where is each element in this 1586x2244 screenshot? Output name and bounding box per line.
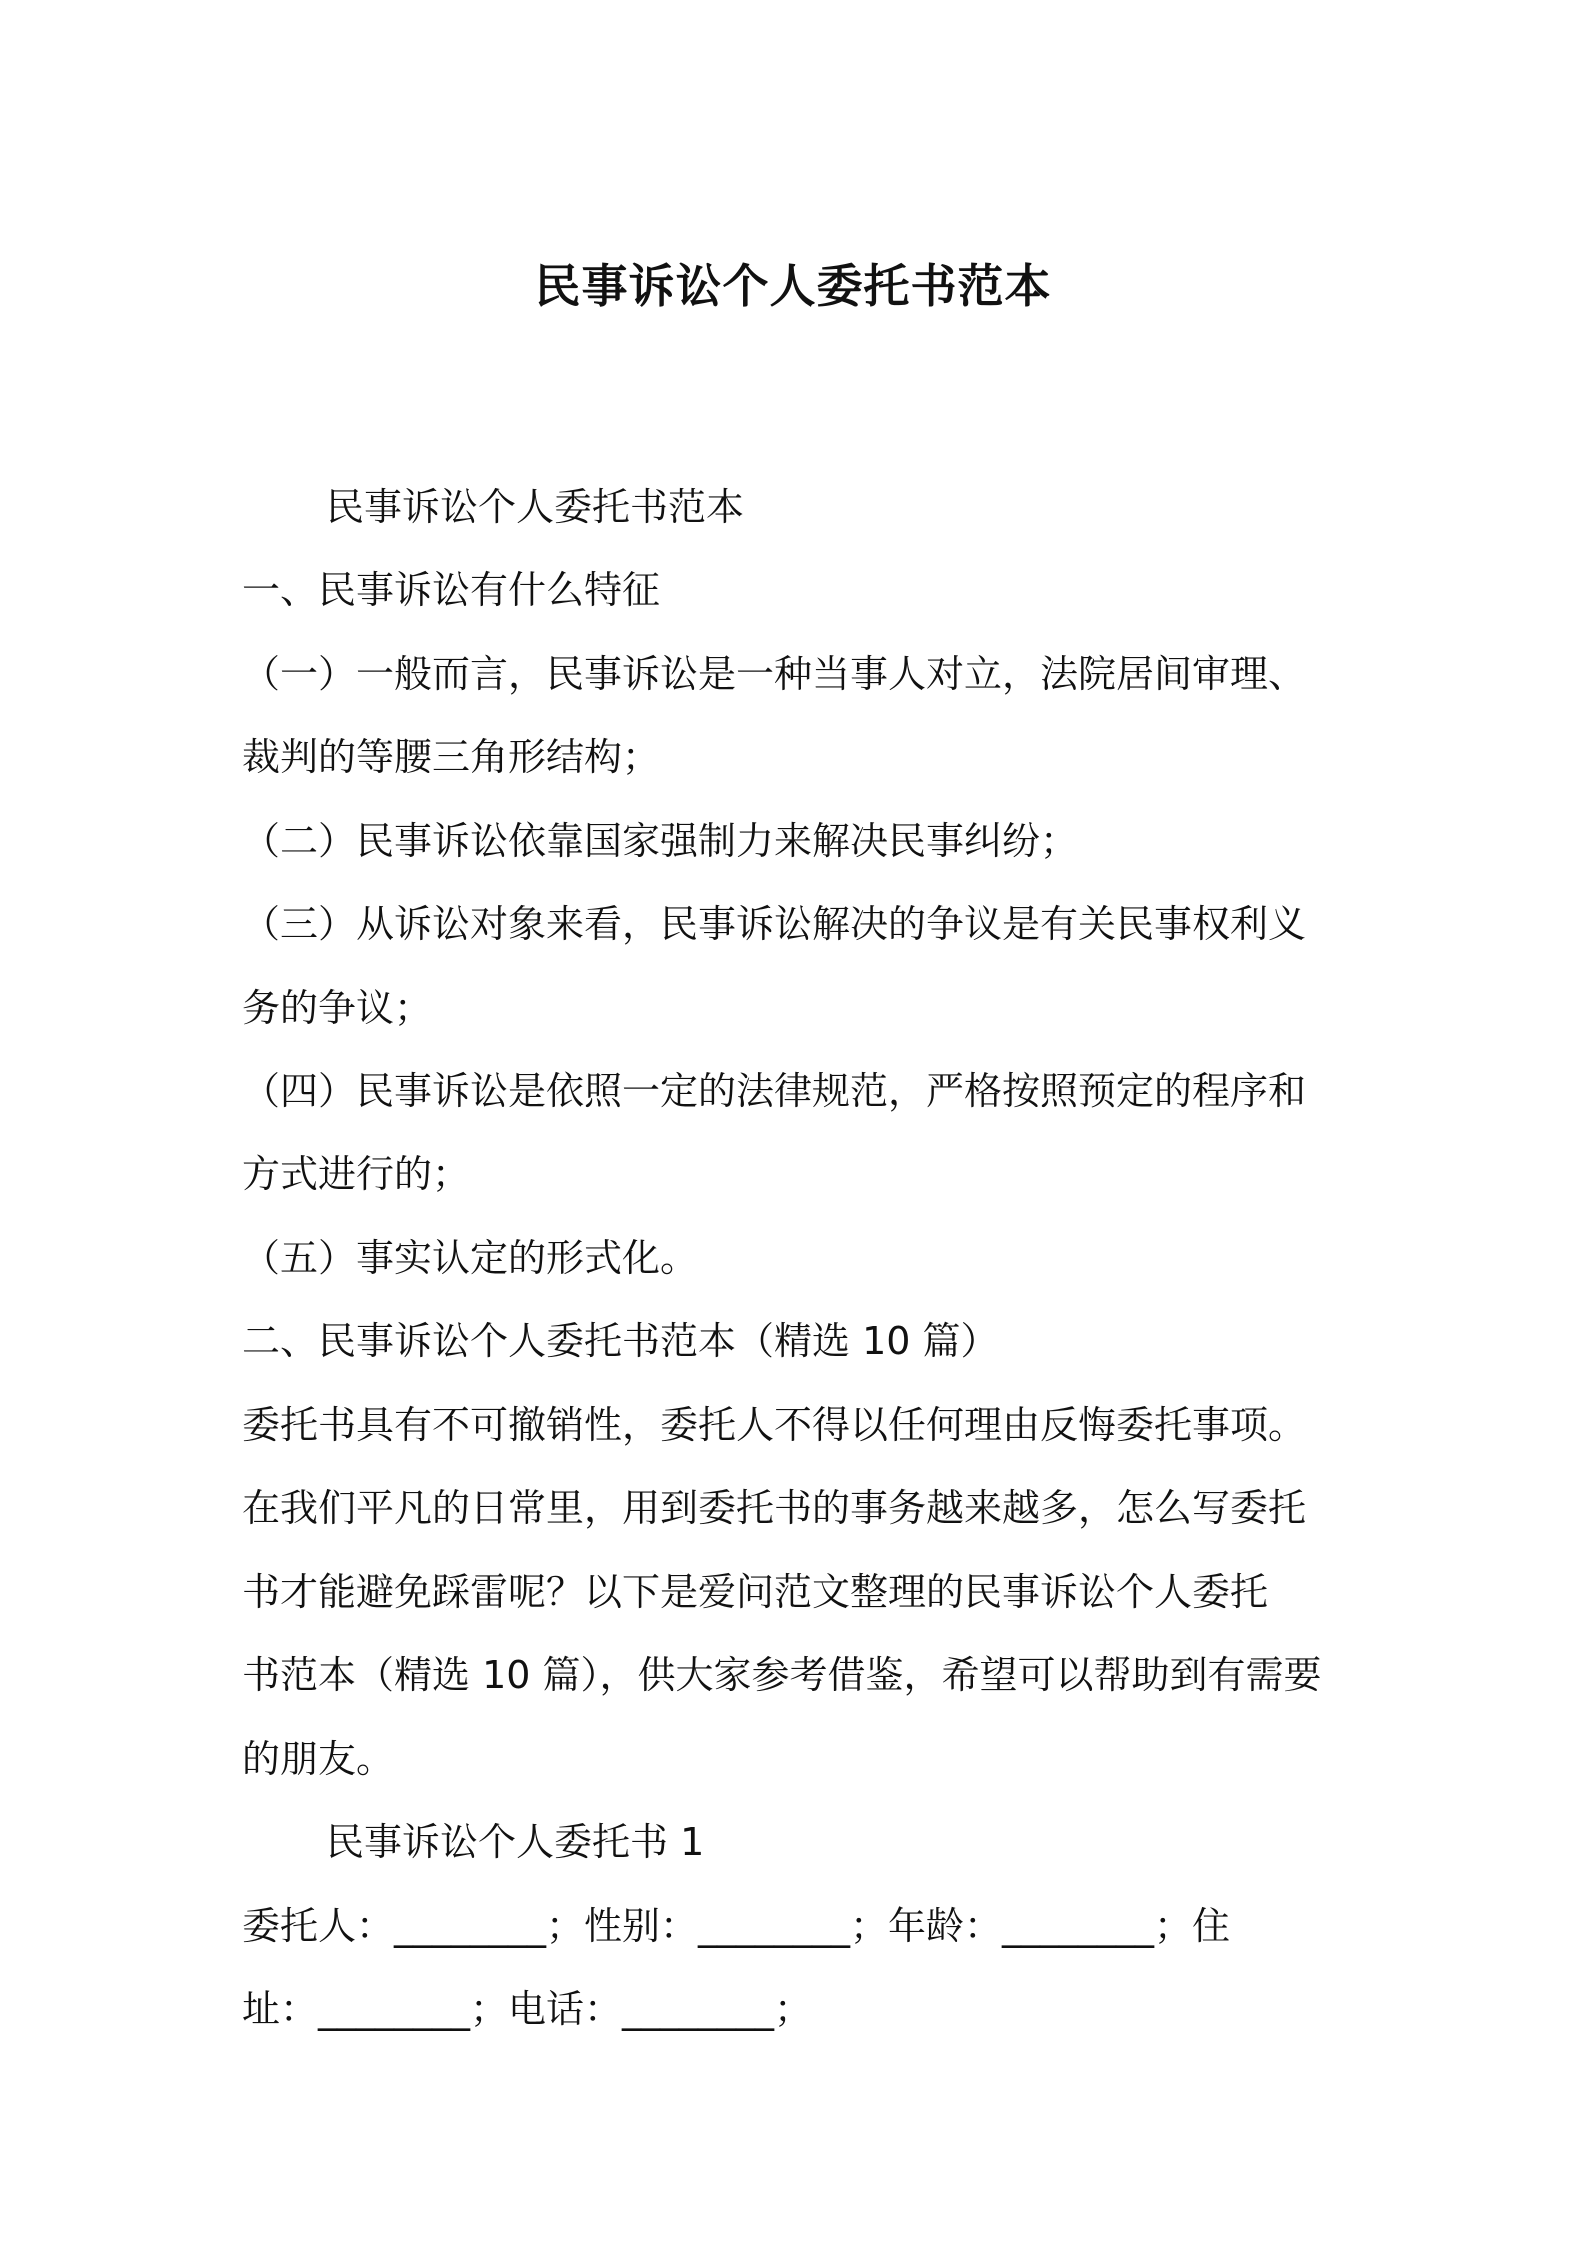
body-line: 裁判的等腰三角形结构；	[242, 735, 661, 779]
body-line: （一）一般而言，民事诉讼是一种当事人对立，法院居间审理、	[242, 652, 1307, 696]
body-line: 民事诉讼个人委托书范本	[326, 485, 745, 529]
body-line: （二）民事诉讼依靠国家强制力来解决民事纠纷；	[242, 819, 1079, 863]
body-line: 书范本（精选 10 篇），供大家参考借鉴，希望可以帮助到有需要	[242, 1653, 1322, 1697]
body-line: （四）民事诉讼是依照一定的法律规范，严格按照预定的程序和	[242, 1069, 1307, 1113]
body-line: 民事诉讼个人委托书 1	[326, 1820, 705, 1864]
document-title: 民事诉讼个人委托书范本	[534, 259, 1052, 313]
body-line: （三）从诉讼对象来看，民事诉讼解决的争议是有关民事权利义	[242, 902, 1307, 946]
body-line: 委托人：________；性别：________；年龄：________；住	[242, 1904, 1231, 1948]
body-line: 一、民事诉讼有什么特征	[242, 568, 661, 612]
body-line: 址：________；电话：________；	[242, 1987, 813, 2031]
body-line: 二、民事诉讼个人委托书范本（精选 10 篇）	[242, 1319, 999, 1363]
body-line: 委托书具有不可撤销性，委托人不得以任何理由反悔委托事项。	[242, 1403, 1307, 1447]
body-line: 书才能避免踩雷呢？以下是爱问范文整理的民事诉讼个人委托	[242, 1570, 1269, 1614]
body-line: 务的争议；	[242, 986, 433, 1030]
body-line: （五）事实认定的形式化。	[242, 1236, 699, 1280]
body-line: 在我们平凡的日常里，用到委托书的事务越来越多，怎么写委托	[242, 1486, 1307, 1530]
body-line: 方式进行的；	[242, 1152, 471, 1196]
body-line: 的朋友。	[242, 1737, 395, 1781]
